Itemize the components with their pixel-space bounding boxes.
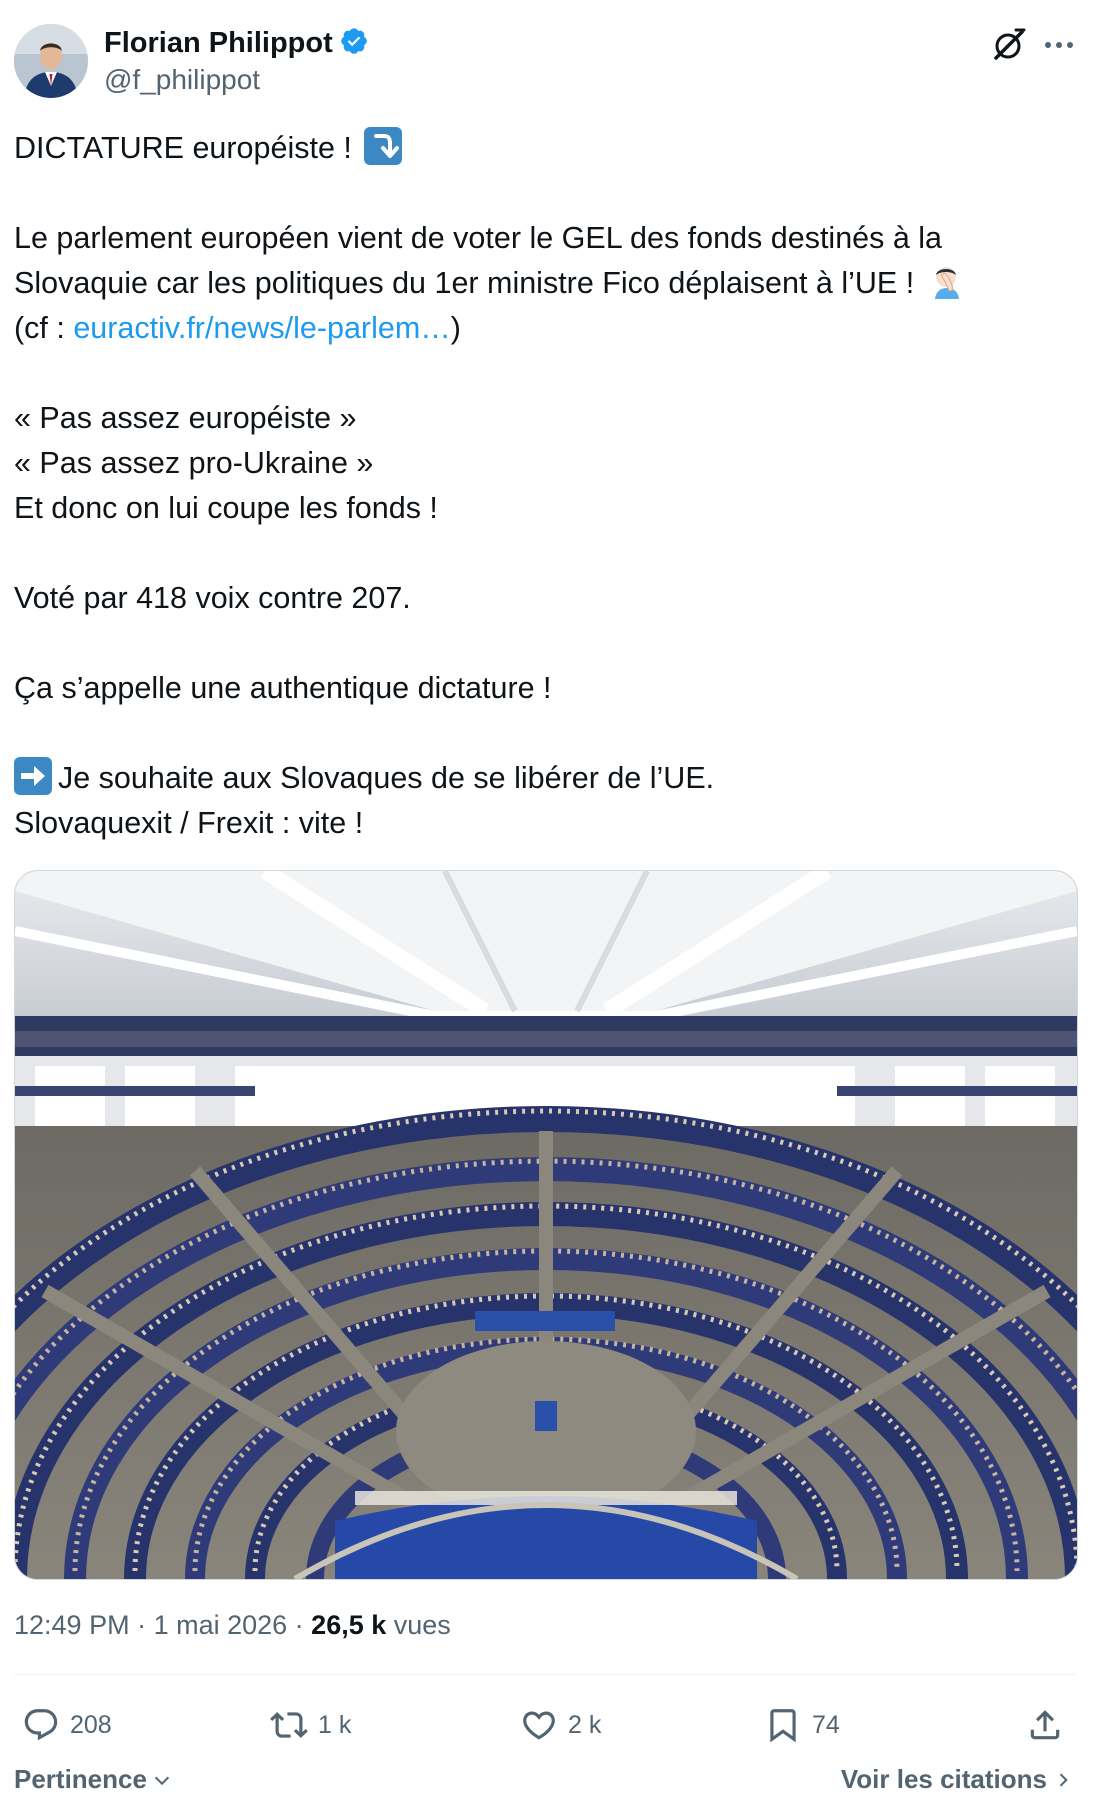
text-line <box>14 756 1074 801</box>
repost-count: 1 k <box>318 1710 352 1739</box>
text-line <box>14 126 1074 171</box>
bookmark-icon <box>764 1706 802 1744</box>
text-line: Ça s’appelle une authentique dictature ! <box>14 671 552 705</box>
reply-button[interactable] <box>22 1700 112 1750</box>
text-line: Slovaquexit / Frexit : vite ! <box>14 806 364 840</box>
repost-button[interactable] <box>270 1700 351 1750</box>
author-name[interactable]: Florian Philippot <box>104 27 333 59</box>
chevron-right-icon <box>1053 1769 1073 1791</box>
post-time[interactable]: 12:49 PM <box>14 1610 130 1640</box>
arrow-right-emoji-icon <box>14 757 52 795</box>
avatar-image <box>14 24 88 98</box>
article-link[interactable]: euractiv.fr/news/le-parlem… <box>73 311 451 345</box>
share-button[interactable] <box>1026 1700 1064 1750</box>
like-button[interactable] <box>520 1700 601 1750</box>
text-line: « Pas assez pro-Ukraine » <box>14 446 374 480</box>
meta-separator: · <box>287 1610 312 1640</box>
text-span: ) <box>450 311 461 345</box>
text-line: Et donc on lui coupe les fonds ! <box>14 491 438 525</box>
reply-icon <box>22 1706 60 1744</box>
share-icon <box>1026 1706 1064 1744</box>
arrow-down-right-emoji-icon <box>364 127 402 165</box>
heart-icon <box>520 1706 558 1744</box>
more-options-icon[interactable] <box>1042 28 1076 62</box>
action-bar <box>14 1700 1076 1750</box>
text-line: Voté par 418 voix contre 207. <box>14 581 411 615</box>
text-span: Je souhaite aux Slovaques de se libérer de l’UE. <box>58 761 715 795</box>
tweet-photo[interactable] <box>14 870 1078 1580</box>
views-count: 26,5 k <box>311 1610 387 1640</box>
text-line: Le parlement européen vient de voter le GEL des fonds destinés à la <box>14 221 943 255</box>
verified-badge-icon[interactable] <box>339 26 369 61</box>
tweet-meta <box>14 1610 451 1641</box>
text-span: (cf : <box>14 311 74 345</box>
bookmark-count: 74 <box>812 1710 840 1739</box>
views-label: vues <box>386 1610 451 1640</box>
view-quotes-link[interactable] <box>841 1764 1073 1795</box>
facepalm-emoji-icon <box>929 263 965 299</box>
like-count: 2 k <box>568 1710 602 1739</box>
parliament-photo-image <box>15 871 1077 1579</box>
post-date[interactable]: 1 mai 2026 <box>153 1610 288 1640</box>
text-line <box>14 306 1074 351</box>
text-span: DICTATURE européiste ! <box>14 131 352 165</box>
reply-count: 208 <box>70 1710 112 1739</box>
avatar[interactable] <box>14 24 88 98</box>
grok-icon[interactable] <box>990 26 1028 64</box>
author-handle[interactable]: @f_philippot <box>104 64 261 95</box>
text-line <box>14 261 1074 306</box>
repost-icon <box>270 1706 308 1744</box>
replies-sort-dropdown[interactable] <box>14 1764 173 1795</box>
chevron-down-icon <box>151 1769 173 1791</box>
text-line: « Pas assez européiste » <box>14 401 357 435</box>
tweet-text <box>14 126 1074 846</box>
bookmark-button[interactable] <box>764 1700 840 1750</box>
quotes-label: Voir les citations <box>840 1764 1047 1794</box>
meta-separator: · <box>129 1610 154 1640</box>
divider <box>14 1674 1076 1675</box>
text-span: Slovaquie car les politiques du 1er ministre Fico déplaisent à l’UE ! <box>14 266 915 300</box>
sort-label: Pertinence <box>14 1764 147 1794</box>
author-name-row <box>104 26 369 61</box>
